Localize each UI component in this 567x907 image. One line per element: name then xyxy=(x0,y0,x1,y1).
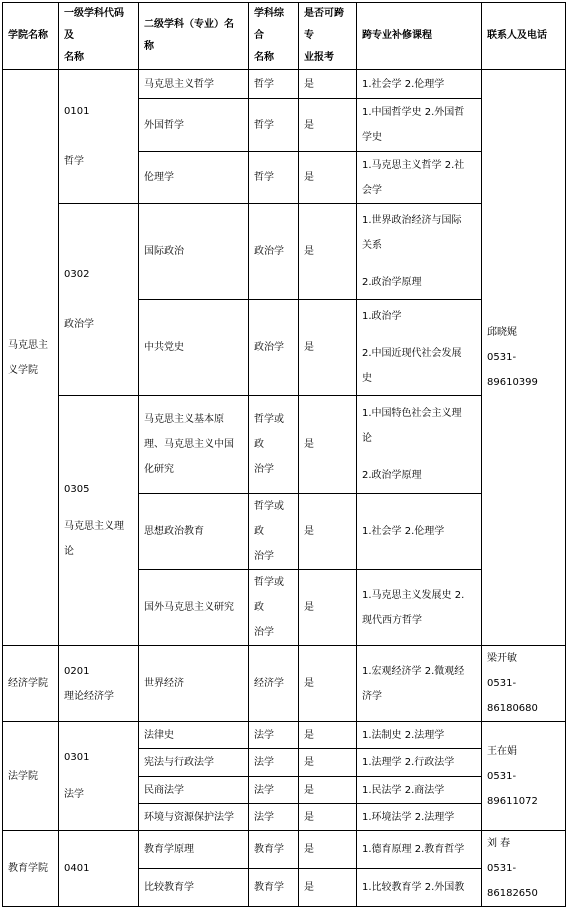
contact-cell: 邱晓娓 0531-89610399 xyxy=(482,70,566,646)
table-row xyxy=(3,204,566,300)
table-row xyxy=(3,722,566,749)
courses-cell: 1.中国特色社会主义理 论 2.政治学原理 xyxy=(357,396,482,494)
courses-cell: 1.社会学 2.伦理学 xyxy=(357,70,482,99)
table-row xyxy=(3,646,566,722)
second-level-cell: 中共党史 xyxy=(139,300,249,396)
cross-cell: 是 xyxy=(299,722,357,749)
second-level-cell: 教育学原理 xyxy=(139,831,249,869)
comprehensive-cell: 哲学或政 治学 xyxy=(249,396,299,494)
courses-cell: 1.马克思主义发展史 2. 现代西方哲学 xyxy=(357,570,482,646)
second-level-cell: 国际政治 xyxy=(139,204,249,300)
first-level-cell: 0201 理论经济学 xyxy=(59,646,139,722)
second-level-cell: 比较教育学 xyxy=(139,869,249,907)
first-level-cell: 0401 xyxy=(59,831,139,907)
comprehensive-cell: 法学 xyxy=(249,749,299,777)
cross-cell: 是 xyxy=(299,869,357,907)
college-cell: 马克思主 义学院 xyxy=(3,70,59,646)
contact-cell: 刘 春 0531-86182650 xyxy=(482,831,566,907)
courses-cell: 1.世界政治经济与国际 关系 2.政治学原理 xyxy=(357,204,482,300)
header-first-level: 一级学科代码及 名称 xyxy=(59,3,139,70)
comprehensive-cell: 政治学 xyxy=(249,204,299,300)
college-cell: 法学院 xyxy=(3,722,59,831)
comprehensive-cell: 哲学或政 治学 xyxy=(249,494,299,570)
second-level-cell: 国外马克思主义研究 xyxy=(139,570,249,646)
college-cell: 教育学院 xyxy=(3,831,59,907)
second-level-cell: 外国哲学 xyxy=(139,99,249,152)
courses-cell: 1.环境法学 2.法理学 xyxy=(357,804,482,831)
header-second-level: 二级学科（专业）名 称 xyxy=(139,3,249,70)
comprehensive-cell: 教育学 xyxy=(249,831,299,869)
courses-cell: 1.政治学 2.中国近现代社会发展 史 xyxy=(357,300,482,396)
courses-cell: 1.比较教育学 2.外国教 xyxy=(357,869,482,907)
first-level-cell: 0305 马克思主义理论 xyxy=(59,396,139,646)
first-level-cell: 0101 哲学 xyxy=(59,70,139,204)
first-level-cell: 0301 法学 xyxy=(59,722,139,831)
comprehensive-cell: 哲学 xyxy=(249,152,299,204)
header-cross: 是否可跨专 业报考 xyxy=(299,3,357,70)
cross-cell: 是 xyxy=(299,300,357,396)
comprehensive-cell: 教育学 xyxy=(249,869,299,907)
comprehensive-cell: 哲学 xyxy=(249,99,299,152)
comprehensive-cell: 经济学 xyxy=(249,646,299,722)
comprehensive-cell: 哲学或政 治学 xyxy=(249,570,299,646)
cross-cell: 是 xyxy=(299,99,357,152)
contact-cell: 梁开敏 0531-86180680 xyxy=(482,646,566,722)
cross-cell: 是 xyxy=(299,494,357,570)
college-cell: 经济学院 xyxy=(3,646,59,722)
cross-cell: 是 xyxy=(299,570,357,646)
cross-cell: 是 xyxy=(299,70,357,99)
contact-cell: 王在娟 0531-89611072 xyxy=(482,722,566,831)
courses-cell: 1.社会学 2.伦理学 xyxy=(357,494,482,570)
header-row xyxy=(3,3,566,70)
courses-cell: 1.民法学 2.商法学 xyxy=(357,777,482,804)
second-level-cell: 马克思主义哲学 xyxy=(139,70,249,99)
second-level-cell: 马克思主义基本原 理、马克思主义中国 化研究 xyxy=(139,396,249,494)
cross-cell: 是 xyxy=(299,804,357,831)
comprehensive-cell: 法学 xyxy=(249,777,299,804)
comprehensive-cell: 政治学 xyxy=(249,300,299,396)
header-comprehensive: 学科综合 名称 xyxy=(249,3,299,70)
courses-cell: 1.法制史 2.法理学 xyxy=(357,722,482,749)
courses-cell: 1.法理学 2.行政法学 xyxy=(357,749,482,777)
courses-cell: 1.中国哲学史 2.外国哲 学史 xyxy=(357,99,482,152)
cross-cell: 是 xyxy=(299,831,357,869)
courses-cell: 1.宏观经济学 2.微观经 济学 xyxy=(357,646,482,722)
cross-cell: 是 xyxy=(299,152,357,204)
second-level-cell: 世界经济 xyxy=(139,646,249,722)
cross-cell: 是 xyxy=(299,777,357,804)
courses-cell: 1.马克思主义哲学 2.社 会学 xyxy=(357,152,482,204)
comprehensive-cell: 哲学 xyxy=(249,70,299,99)
cross-cell: 是 xyxy=(299,749,357,777)
table-row xyxy=(3,831,566,869)
cross-cell: 是 xyxy=(299,646,357,722)
second-level-cell: 民商法学 xyxy=(139,777,249,804)
courses-cell: 1.德育原理 2.教育哲学 xyxy=(357,831,482,869)
first-level-cell: 0302 政治学 xyxy=(59,204,139,396)
header-college: 学院名称 xyxy=(3,3,59,70)
table-row xyxy=(3,396,566,494)
admission-table xyxy=(2,2,566,907)
header-contact: 联系人及电话 xyxy=(482,3,566,70)
comprehensive-cell: 法学 xyxy=(249,804,299,831)
second-level-cell: 伦理学 xyxy=(139,152,249,204)
second-level-cell: 环境与资源保护法学 xyxy=(139,804,249,831)
table-row xyxy=(3,70,566,99)
cross-cell: 是 xyxy=(299,396,357,494)
second-level-cell: 宪法与行政法学 xyxy=(139,749,249,777)
second-level-cell: 法律史 xyxy=(139,722,249,749)
second-level-cell: 思想政治教育 xyxy=(139,494,249,570)
cross-cell: 是 xyxy=(299,204,357,300)
comprehensive-cell: 法学 xyxy=(249,722,299,749)
header-courses: 跨专业补修课程 xyxy=(357,3,482,70)
